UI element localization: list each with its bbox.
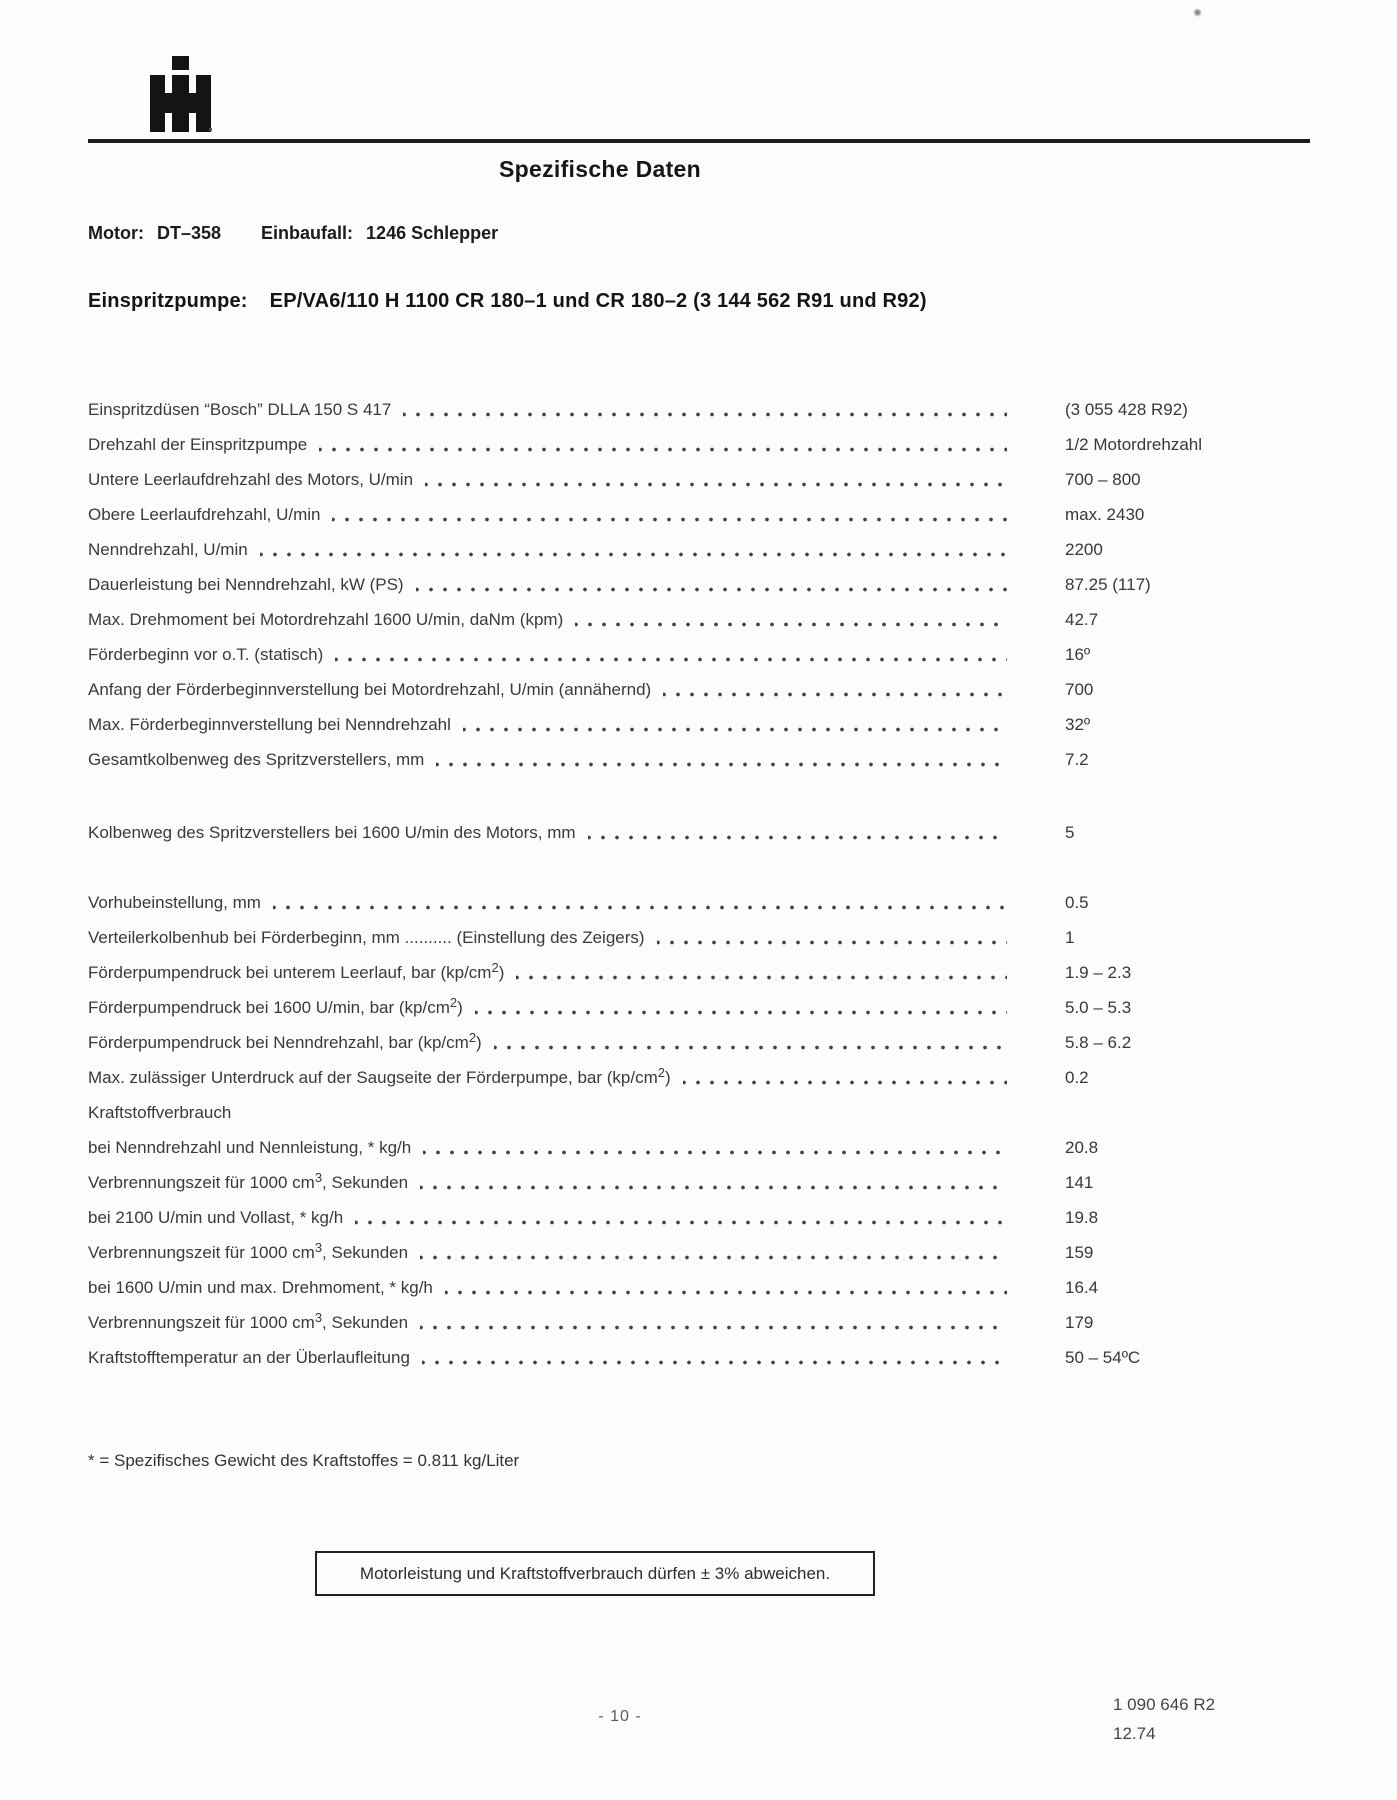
spec-label: Nenndrehzahl, U/min (88, 540, 248, 559)
spec-value: 50 – 54ºC (1065, 1348, 1141, 1367)
spec-row (88, 955, 1295, 990)
doc-number: 1 090 646 R2 (1113, 1695, 1216, 1714)
dotted-leader (273, 885, 1007, 920)
spec-value: (3 055 428 R92) (1065, 400, 1188, 419)
spec-label: Verbrennungszeit für 1000 $cm^3$, Sekunden (88, 1310, 409, 1332)
spec-label: Einspritzdüsen “Bosch” DLLA 150 S 417 (88, 400, 392, 419)
spec-row (88, 1200, 1295, 1235)
spec-value: 1 (1065, 928, 1075, 947)
spec-value: 1.9 – 2.3 (1065, 963, 1132, 982)
spec-row (88, 1235, 1295, 1270)
dotted-leader (422, 1340, 1007, 1375)
spec-row (88, 392, 1295, 427)
dotted-leader (494, 1025, 1007, 1060)
spec-value: 16.4 (1065, 1278, 1099, 1297)
dotted-leader (403, 392, 1007, 427)
spec-label: Max. zulässiger Unterdruck auf der Saugseite der Förderpumpe, bar $(kp/cm^2)$ (88, 1065, 671, 1087)
spec-row (88, 532, 1295, 567)
motor-value: DT–358 (156, 223, 222, 243)
spec-row (88, 602, 1295, 637)
spec-label: Förderbeginn vor o.T. (statisch) (88, 645, 324, 664)
spec-row (88, 1130, 1295, 1165)
spec-value: 87.25 (117) (1065, 575, 1151, 594)
dotted-leader (332, 497, 1007, 532)
spec-label: Förderpumpendruck bei Nenndrehzahl, bar $(kp/cm^2)$ (88, 1030, 482, 1052)
pump-line (88, 290, 927, 313)
spec-group (88, 815, 1295, 850)
spec-group (88, 392, 1295, 777)
spec-value: 42.7 (1065, 610, 1099, 629)
spec-label: Förderpumpendruck bei 1600 U/min, bar $(kp/cm^2)$ (88, 995, 463, 1017)
notice-text: Motorleistung und Kraftstoffverbrauch dürfen ± 3% abweichen. (359, 1564, 831, 1583)
spec-value: 32º (1065, 715, 1091, 734)
spec-value: 5.8 – 6.2 (1065, 1033, 1132, 1052)
spec-row (88, 815, 1295, 850)
spec-row (88, 672, 1295, 707)
spec-value: 16º (1065, 645, 1091, 664)
dotted-leader (588, 815, 1007, 850)
motor-label: Motor: (88, 223, 144, 243)
footnote: * = Spezifisches Gewicht des Kraftstoffes = 0.811 kg/Liter (88, 1451, 520, 1470)
spec-value: 700 – 800 (1065, 470, 1141, 489)
spec-row (88, 567, 1295, 602)
spec-value: 5 (1065, 823, 1075, 842)
spec-row (88, 1270, 1295, 1305)
international-harvester-ih-logo-icon (150, 56, 212, 134)
spec-label: bei 2100 U/min und Vollast, * kg/h (88, 1208, 344, 1227)
spec-row (88, 427, 1295, 462)
spec-row (88, 497, 1295, 532)
spec-value: 141 (1065, 1173, 1094, 1192)
spec-label: bei Nenndrehzahl und Nennleistung, * kg/h (88, 1138, 412, 1157)
dotted-leader (355, 1200, 1007, 1235)
spec-value: 20.8 (1065, 1138, 1099, 1157)
dotted-leader (657, 920, 1007, 955)
dotted-leader (663, 672, 1007, 707)
spec-row (88, 1340, 1295, 1375)
spec-row (88, 637, 1295, 672)
pump-label: Einspritzpumpe: (88, 290, 248, 312)
spec-label: Verbrennungszeit für 1000 $cm^3$, Sekunden (88, 1170, 409, 1192)
spec-value: 19.8 (1065, 1208, 1099, 1227)
spec-value: 1/2 Motordrehzahl (1065, 435, 1203, 454)
dotted-leader (445, 1270, 1007, 1305)
spec-label: Förderpumpendruck bei unterem Leerlauf, bar $(kp/cm^2)$ (88, 960, 505, 982)
spec-value: 7.2 (1065, 750, 1089, 769)
dotted-leader (420, 1305, 1007, 1340)
dotted-leader (463, 707, 1007, 742)
dotted-leader (575, 602, 1007, 637)
spec-group (88, 885, 1295, 1375)
dotted-leader (425, 462, 1007, 497)
page-title: Spezifische Daten (499, 156, 701, 182)
spec-value: 5.0 – 5.3 (1065, 998, 1132, 1017)
spec-row (88, 990, 1295, 1025)
notice-box (315, 1551, 875, 1596)
spec-label: Verbrennungszeit für 1000 $cm^3$, Sekunden (88, 1240, 409, 1262)
spec-row (88, 920, 1295, 955)
dotted-leader (423, 1130, 1007, 1165)
spec-label: Obere Leerlaufdrehzahl, U/min (88, 505, 321, 524)
dotted-leader (436, 742, 1007, 777)
spec-label: Max. Förderbeginnverstellung bei Nenndrehzahl (88, 715, 451, 734)
spec-label: Drehzahl der Einspritzpumpe (88, 435, 308, 454)
dotted-leader (475, 990, 1007, 1025)
spec-row (88, 1060, 1295, 1095)
dotted-leader (516, 955, 1007, 990)
spec-value: 700 (1065, 680, 1094, 699)
spec-label: Untere Leerlaufdrehzahl des Motors, U/min (88, 470, 414, 489)
spec-row (88, 1025, 1295, 1060)
motor-line (88, 223, 498, 244)
einbaufall-label: Einbaufall: (261, 223, 354, 243)
spec-value: 0.5 (1065, 893, 1089, 912)
spec-row (88, 462, 1295, 497)
spec-value: max. 2430 (1065, 505, 1145, 524)
spec-label: Max. Drehmoment bei Motordrehzahl 1600 U/min, daNm (kpm) (88, 610, 564, 629)
spec-value: 2200 (1065, 540, 1103, 559)
spec-label: Gesamtkolbenweg des Spritzverstellers, mm (88, 750, 425, 769)
spec-label: Kraftstofftemperatur an der Überlaufleitung (88, 1348, 410, 1367)
einbaufall-value: 1246 Schlepper (366, 223, 499, 243)
spec-label: Kolbenweg des Spritzverstellers bei 1600 U/min des Motors, mm (88, 823, 576, 842)
spec-value: 0.2 (1065, 1068, 1089, 1087)
spec-label: Verteilerkolbenhub bei Förderbeginn, mm .......... (Einstellung des Zeigers) (88, 928, 645, 947)
dotted-leader (335, 637, 1007, 672)
page-number: - 10 - (598, 1708, 642, 1725)
header-rule (88, 139, 1310, 143)
spec-table (88, 392, 1295, 1375)
dotted-leader (683, 1060, 1007, 1095)
dotted-leader (420, 1165, 1007, 1200)
spec-value: 159 (1065, 1243, 1094, 1262)
spec-label: Anfang der Förderbeginnverstellung bei Motordrehzahl, U/min (annähernd) (88, 680, 652, 699)
spec-row (88, 742, 1295, 777)
spec-row (88, 707, 1295, 742)
doc-reference (1113, 1690, 1215, 1748)
spec-row (88, 1095, 1295, 1130)
dotted-leader (416, 567, 1007, 602)
doc-date: 12.74 (1113, 1724, 1156, 1743)
spec-value: 179 (1065, 1313, 1094, 1332)
spec-label: Dauerleistung bei Nenndrehzahl, kW (PS) (88, 575, 404, 594)
pump-value: EP/VA6/110 H 1100 CR 180–1 und CR 180–2 (3 144 562 R91 und R92) (269, 290, 927, 312)
dotted-leader (420, 1235, 1007, 1270)
spec-label: Kraftstoffverbrauch (88, 1103, 232, 1122)
spec-label: Vorhubeinstellung, mm (88, 893, 261, 912)
spec-label: bei 1600 U/min und max. Drehmoment, * kg/h (88, 1278, 433, 1297)
dotted-leader (319, 427, 1007, 462)
spec-row (88, 1305, 1295, 1340)
dotted-leader (260, 532, 1007, 567)
spec-row (88, 1165, 1295, 1200)
spec-row (88, 885, 1295, 920)
scan-artifact-dot (1193, 8, 1202, 17)
